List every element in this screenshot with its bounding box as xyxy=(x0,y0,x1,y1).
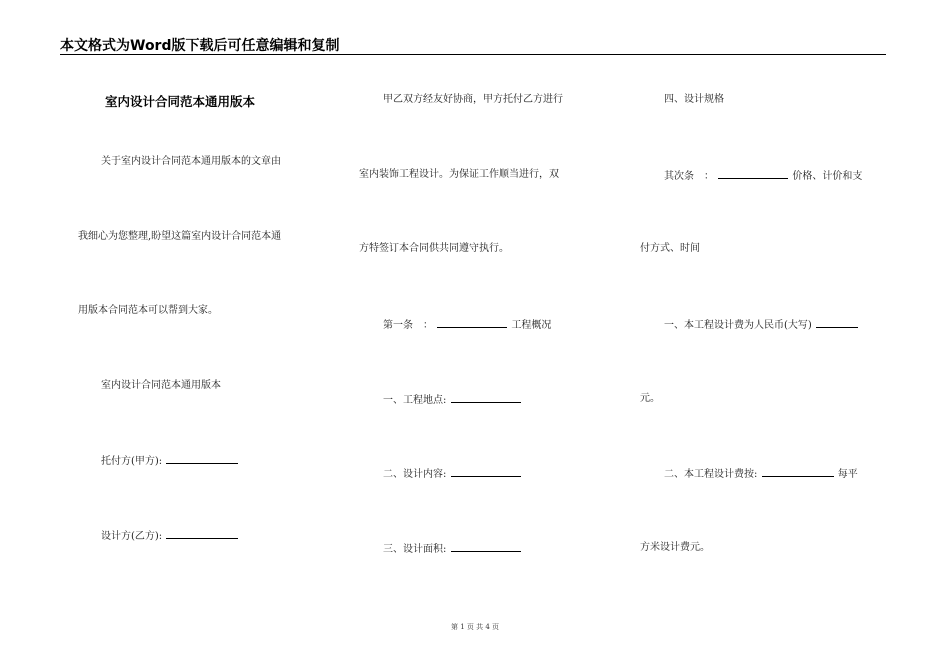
party-a-blank xyxy=(166,453,238,464)
article-1-blank xyxy=(437,317,507,328)
article-2-blank xyxy=(718,168,788,179)
party-b-blank xyxy=(166,528,238,539)
fee-2-cont: 方米设计费元。 xyxy=(640,542,710,553)
article-1-suffix: 工程概况 xyxy=(511,320,552,331)
item-3-line xyxy=(383,541,522,557)
party-b-label: 设计方(乙方): xyxy=(101,531,163,542)
item-2-blank xyxy=(451,466,521,477)
party-b-line xyxy=(101,528,239,544)
party-a-line xyxy=(101,453,239,469)
document-title: 室内设计合同范本通用版本 xyxy=(105,94,256,109)
article-1-line xyxy=(383,317,551,333)
page-footer: 第 1 页 共 4 页 xyxy=(450,623,500,631)
item-3-blank xyxy=(451,541,521,552)
section-4-heading: 四、设计规格 xyxy=(664,94,724,105)
item-1-blank xyxy=(451,392,521,403)
contract-subtitle: 室内设计合同范本通用版本 xyxy=(101,380,221,391)
article-2-line xyxy=(664,168,862,184)
para-line-3: 方特签订本合同供共同遵守执行。 xyxy=(359,243,509,254)
intro-line-1: 关于室内设计合同范本通用版本的文章由 xyxy=(101,156,281,167)
intro-line-2: 我细心为您整理,盼望这篇室内设计合同范本通 xyxy=(78,231,282,242)
intro-line-3: 用版本合同范本可以帮到大家。 xyxy=(78,305,218,316)
fee-1-line xyxy=(664,317,859,333)
header-text: 本文格式为Word版下载后可任意编辑和复制 xyxy=(60,38,340,54)
item-2-label: 二、设计内容: xyxy=(383,469,447,480)
para-line-2: 室内装饰工程设计。为保证工作顺当进行，双 xyxy=(359,169,559,180)
fee-2-blank xyxy=(762,466,834,477)
article-2-cont: 付方式、时间 xyxy=(640,243,700,254)
item-1-label: 一、工程地点: xyxy=(383,395,447,406)
fee-1-unit: 元。 xyxy=(640,393,660,404)
fee-1-blank xyxy=(816,317,858,328)
page-header xyxy=(60,32,886,55)
article-2-prefix: 其次条 ： xyxy=(664,171,714,182)
para-line-1: 甲乙双方经友好协商，甲方托付乙方进行 xyxy=(383,94,563,105)
fee-2-prefix: 二、本工程设计费按: xyxy=(664,469,758,480)
item-3-label: 三、设计面积: xyxy=(383,544,447,555)
item-1-line xyxy=(383,392,522,408)
article-2-suffix: 价格、计价和支 xyxy=(792,171,863,182)
article-1-prefix: 第一条 ： xyxy=(383,320,433,331)
item-2-line xyxy=(383,466,522,482)
fee-1-text: 一、本工程设计费为人民币(大写) xyxy=(664,320,812,331)
fee-2-line xyxy=(664,466,858,482)
fee-2-suffix: 每平 xyxy=(837,469,858,480)
party-a-label: 托付方(甲方): xyxy=(101,456,163,467)
